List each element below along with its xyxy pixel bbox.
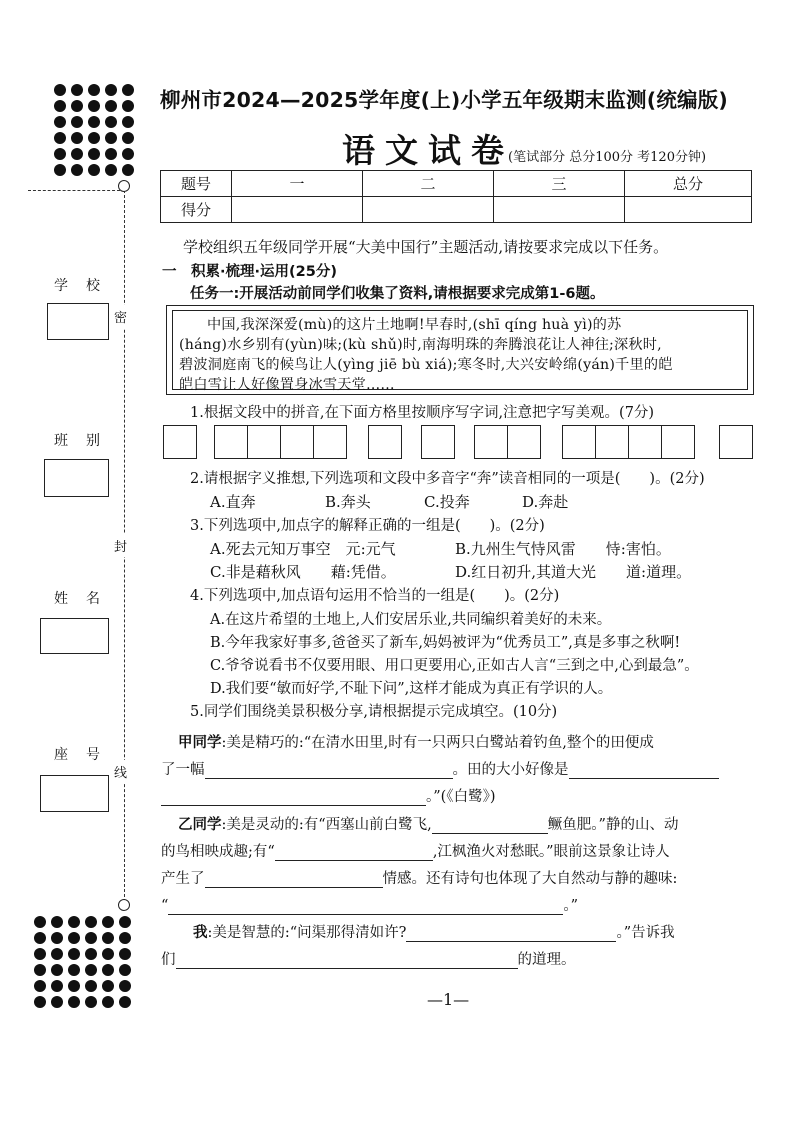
q3-option-a: A.死去元知万事空 元:元气	[210, 540, 396, 558]
writing-box[interactable]	[628, 425, 662, 459]
q5-yi-text4a: “	[161, 898, 169, 914]
question-1: 1.根据文段中的拼音,在下面方格里按顺序写字词,注意把字写美观。(7分)	[190, 405, 655, 421]
passage-line: 碧波洞庭南飞的候鸟让人(yìng jiē bù xiá);寒冬时,大兴安岭绵(yán)千里的皑	[179, 357, 673, 373]
q5-me-text1b: 。”告诉我	[616, 925, 675, 941]
writing-box[interactable]	[474, 425, 508, 459]
q5-yi-text1b: 鳜鱼肥。”静的山、动	[547, 817, 679, 833]
q3-option-c: C.非是藉秋风 藉:凭借。	[210, 563, 396, 581]
q5-jia-line1	[178, 731, 654, 752]
score-cell[interactable]	[232, 197, 363, 223]
q2-option-b: B.奔头	[325, 493, 371, 511]
seal-char-feng: 封	[114, 534, 127, 557]
q5-yi-text2a: 的鸟相映成趣;有“	[161, 844, 275, 860]
task-heading: 任务一:开展活动前同学们收集了资料,请根据要求完成第1-6题。	[190, 286, 605, 302]
passage-line: 皑白雪让人好像置身冰雪天堂……	[179, 377, 395, 393]
question-4: 4.下列选项中,加点语句运用不恰当的一组是( )。(2分)	[190, 588, 560, 604]
school-input-box[interactable]	[47, 303, 109, 340]
writing-box[interactable]	[313, 425, 347, 459]
field-label-name: 姓名	[54, 591, 118, 607]
binding-circle-bottom	[118, 899, 130, 911]
speaker-yi: 乙同学	[178, 817, 222, 833]
fill-blank[interactable]	[205, 872, 383, 888]
score-header-cell: 题号	[161, 171, 232, 197]
q5-jia-line3	[161, 785, 495, 806]
writing-box[interactable]	[719, 425, 753, 459]
reading-passage-box	[166, 305, 754, 395]
q5-yi-text4b: 。”	[563, 898, 579, 914]
q5-yi-line2	[161, 840, 670, 861]
q5-me-text1a: :美是智慧的:“问渠那得清如许?	[207, 925, 407, 941]
passage-line: (háng)水乡别有(yùn)味;(kù shǔ)时,南海明珠的奔腾浪花让人神往;深秋时,	[179, 337, 662, 353]
writing-box[interactable]	[368, 425, 402, 459]
q5-yi-text2b: ,江枫渔火对愁眠。”眼前这景象让诗人	[432, 844, 670, 860]
score-header-cell: 总分	[625, 171, 752, 197]
question-5: 5.同学们围绕美景积极分享,请根据提示完成填空。(10分)	[190, 704, 558, 720]
score-cell[interactable]	[363, 197, 494, 223]
q5-me-text2b: 的道理。	[517, 952, 576, 968]
decorative-dots-top	[54, 84, 134, 176]
q5-jia-text3: 。”(《白鹭》)	[426, 789, 496, 805]
score-table	[160, 170, 752, 223]
fill-blank[interactable]	[176, 953, 518, 969]
q5-me-text2a: 们	[161, 952, 176, 968]
exam-note: (笔试部分 总分100分 考120分钟)	[508, 150, 707, 165]
class-input-box[interactable]	[44, 459, 109, 497]
q4-option-b: B.今年我家好事多,爸爸买了新车,妈妈被评为“优秀员工”,真是多事之秋啊!	[210, 635, 681, 651]
writing-box[interactable]	[507, 425, 541, 459]
speaker-me: 我	[193, 925, 208, 941]
section-heading: 一 积累·梳理·运用(25分)	[162, 264, 337, 280]
score-header-cell: 三	[494, 171, 625, 197]
score-row-label: 得分	[161, 197, 232, 223]
writing-box[interactable]	[280, 425, 314, 459]
q5-jia-text1: :美是精巧的:“在清水田里,时有一只两只白鹭站着钓鱼,整个的田便成	[221, 735, 654, 751]
q2-option-a: A.直奔	[210, 493, 256, 511]
seat-input-box[interactable]	[40, 775, 109, 812]
fill-blank[interactable]	[205, 763, 453, 779]
q3-option-b: B.九州生气恃风雷 恃:害怕。	[455, 540, 671, 558]
fill-blank[interactable]	[161, 790, 426, 806]
score-header-cell: 一	[232, 171, 363, 197]
writing-box[interactable]	[214, 425, 248, 459]
q5-me-line1	[193, 921, 675, 942]
writing-box[interactable]	[247, 425, 281, 459]
exam-title: 柳州市2024—2025学年度(上)小学五年级期末监测(统编版)	[160, 88, 728, 112]
binding-top-rule	[28, 190, 120, 191]
writing-box[interactable]	[661, 425, 695, 459]
field-label-seat: 座号	[54, 747, 118, 763]
q4-option-d: D.我们要“敏而好学,不耻下问”,这样才能成为真正有学识的人。	[210, 681, 613, 697]
fill-blank[interactable]	[432, 818, 548, 834]
score-table-score-row	[161, 197, 752, 223]
page-number: —1—	[427, 990, 470, 1009]
field-label-class: 班别	[54, 433, 118, 449]
name-input-box[interactable]	[40, 618, 109, 654]
q2-option-c: C.投奔	[424, 493, 470, 511]
q5-jia-text2b: 。田的大小好像是	[452, 762, 569, 778]
question-3: 3.下列选项中,加点字的解释正确的一组是( )。(2分)	[190, 518, 545, 534]
q2-option-d: D.奔赴	[522, 493, 569, 511]
q5-jia-text2a: 了一幅	[161, 762, 205, 778]
seal-char-mi: 密	[114, 305, 127, 328]
writing-box[interactable]	[562, 425, 596, 459]
q5-me-line2	[161, 948, 576, 969]
fill-blank[interactable]	[275, 845, 433, 861]
speaker-jia: 甲同学	[178, 735, 222, 751]
q5-yi-line1	[178, 813, 678, 834]
fill-blank[interactable]	[569, 763, 719, 779]
writing-box[interactable]	[163, 425, 197, 459]
q5-yi-text1a: :美是灵动的:有“西塞山前白鹭飞,	[221, 817, 432, 833]
passage-line: 中国,我深深爱(mù)的这片土地啊!早春时,(shī qíng huà yì)的苏	[207, 317, 622, 333]
q5-yi-line4	[161, 894, 578, 915]
intro-text: 学校组织五年级同学开展“大美中国行”主题活动,请按要求完成以下任务。	[183, 238, 669, 256]
writing-box[interactable]	[595, 425, 629, 459]
decorative-dots-bottom	[34, 916, 131, 1008]
writing-box[interactable]	[421, 425, 455, 459]
score-header-cell: 二	[363, 171, 494, 197]
q3-option-d: D.红日初升,其道大光 道:道理。	[455, 563, 692, 581]
q5-jia-line2	[161, 758, 719, 779]
fill-blank[interactable]	[168, 899, 563, 915]
q4-option-c: C.爷爷说看书不仅要用眼、用口更要用心,正如古人言“三到之中,心到最急”。	[210, 658, 699, 674]
question-2: 2.请根据字义推想,下列选项和文段中多音字“奔”读音相同的一项是( )。(2分)	[190, 471, 705, 487]
seal-char-xian: 线	[114, 760, 127, 783]
q5-yi-text3b: 情感。还有诗句也体现了大自然动与静的趣味:	[382, 871, 678, 887]
q4-option-a: A.在这片希望的土地上,人们安居乐业,共同编织着美好的未来。	[210, 612, 612, 628]
score-cell[interactable]	[494, 197, 625, 223]
q5-yi-line3	[161, 867, 677, 888]
exam-subject: 语文试卷	[342, 131, 514, 170]
field-label-school: 学校	[54, 278, 118, 294]
q5-yi-text3a: 产生了	[161, 871, 205, 887]
fill-blank[interactable]	[406, 926, 616, 942]
score-cell[interactable]	[625, 197, 752, 223]
score-table-header-row	[161, 171, 752, 197]
